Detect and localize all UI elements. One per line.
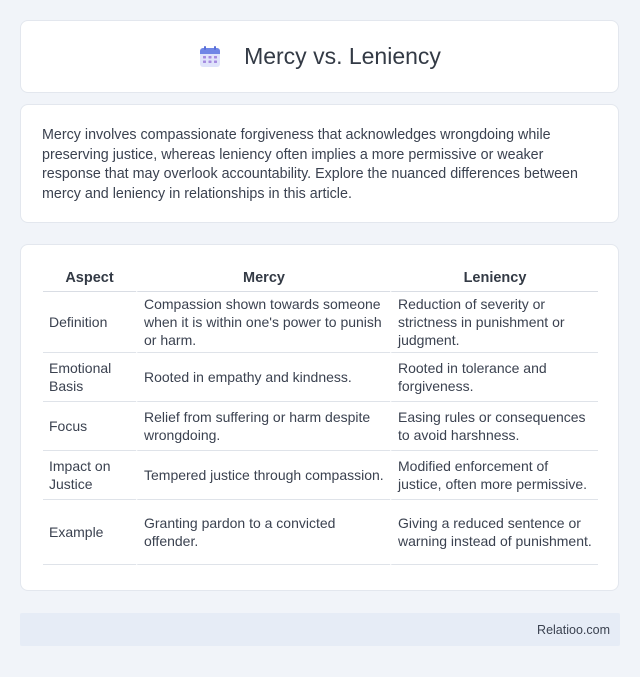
table-row	[43, 500, 598, 565]
column-header-aspect: Aspect	[43, 265, 136, 292]
calendar-icon	[198, 45, 222, 69]
title-card	[20, 20, 619, 93]
row-leniency-cell: Modified enforcement of justice, often more permissive.	[390, 451, 598, 500]
table-row	[43, 353, 598, 402]
row-mercy-cell: Tempered justice through compassion.	[136, 451, 390, 500]
title-wrap	[198, 43, 441, 70]
row-aspect-cell: Focus	[43, 402, 136, 451]
comparison-table	[43, 265, 598, 565]
row-mercy-cell: Relief from suffering or harm despite wrongdoing.	[136, 402, 390, 451]
row-leniency-cell: Giving a reduced sentence or warning instead of punishment.	[390, 500, 598, 565]
table-row	[43, 292, 598, 353]
intro-text: Mercy involves compassionate forgiveness that acknowledges wrongdoing while preserving justice, whereas leniency often implies a more permissive or weaker response that may overlook accountability. Explore the nuanced differences between mercy and leniency in relationships in this article.	[42, 127, 578, 202]
intro-card	[20, 104, 619, 223]
table-row	[43, 402, 598, 451]
table-row	[43, 451, 598, 500]
row-aspect-cell: Impact on Justice	[43, 451, 136, 500]
row-aspect-cell: Emotional Basis	[43, 353, 136, 402]
row-aspect-cell: Example	[43, 500, 136, 565]
comparison-card	[20, 244, 619, 591]
table-header-row	[43, 265, 598, 292]
column-header-leniency: Leniency	[390, 265, 598, 292]
row-mercy-cell: Granting pardon to a convicted offender.	[136, 500, 390, 565]
footer-site-name: Relatioo.com	[537, 622, 610, 637]
page-title: Mercy vs. Leniency	[244, 43, 441, 69]
row-leniency-cell: Rooted in tolerance and forgiveness.	[390, 353, 598, 402]
row-mercy-cell: Rooted in empathy and kindness.	[136, 353, 390, 402]
row-leniency-cell: Easing rules or consequences to avoid harshness.	[390, 402, 598, 451]
row-leniency-cell: Reduction of severity or strictness in punishment or judgment.	[390, 292, 598, 353]
row-mercy-cell: Compassion shown towards someone when it is within one's power to punish or harm.	[136, 292, 390, 353]
row-aspect-cell: Definition	[43, 292, 136, 353]
column-header-mercy: Mercy	[136, 265, 390, 292]
footer	[20, 613, 620, 646]
